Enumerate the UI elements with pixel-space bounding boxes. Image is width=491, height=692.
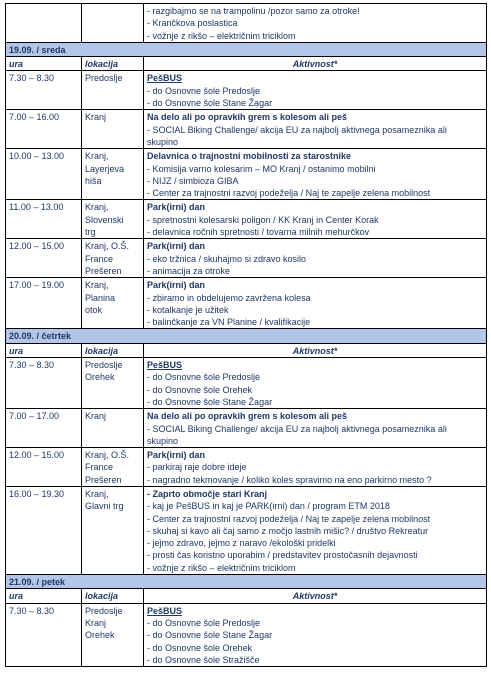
time-cell: 7.30 – 8.30 bbox=[6, 71, 82, 110]
activity-cell bbox=[144, 278, 487, 329]
day-label: 21.09. / petek bbox=[6, 575, 487, 589]
schedule-row bbox=[6, 71, 487, 110]
location-line: Predoslje bbox=[85, 360, 123, 371]
day-label: 20.09. / četrtek bbox=[6, 329, 487, 343]
activity-item: - Center za trajnostni razvoj podeželja / Naj te zapelje zelena mobilnost bbox=[147, 188, 431, 199]
activity-item: - do Osnovne šole Stane Žagar bbox=[147, 396, 273, 407]
activity-item: - delavnica ročnih spretnosti / tovarna milnih mehurčkov bbox=[147, 227, 370, 238]
column-header-location: lokacija bbox=[82, 589, 144, 603]
activity-title: Park(irni) dan bbox=[147, 202, 206, 213]
location-line: Kranj, O.Š. bbox=[85, 450, 130, 461]
activity-item: - vožnje z rikšo – električnim triciklom bbox=[147, 30, 296, 41]
location-line: Layerjeva bbox=[85, 163, 125, 174]
location-line: Orehek bbox=[85, 630, 115, 641]
activity-item: - prosti čas koristno uporabim / predstavitev prostočasnih dejavnosti bbox=[147, 550, 418, 561]
day-header-row bbox=[6, 42, 487, 56]
activity-item: - skuhaj si kavo ali čaj samo z močjo lastnih mišic? / društvo Rekreatur bbox=[147, 525, 429, 536]
column-header-location: lokacija bbox=[82, 343, 144, 357]
activity-item: - razgibajmo se na trampolinu /pozor samo za otroke! bbox=[147, 6, 360, 16]
activity-item: - Komisija varno kolesarim – MO Kranj / ostanimo mobilni bbox=[147, 163, 376, 174]
time-cell: 11.00 – 13.00 bbox=[6, 200, 82, 239]
activity-item: - do Osnovne šole Predoslje bbox=[147, 617, 261, 628]
location-line: Prešeren bbox=[85, 474, 122, 485]
schedule-row bbox=[6, 200, 487, 239]
activity-item: skupino bbox=[147, 136, 179, 147]
activity-title: Na delo ali po opravkih grem s kolesom ali peš bbox=[147, 112, 348, 123]
day-header-row bbox=[6, 329, 487, 343]
schedule-row bbox=[6, 239, 487, 278]
location-cell bbox=[82, 71, 144, 110]
activity-item: - do Osnovne šole Predoslje bbox=[147, 372, 261, 383]
activity-item: - nagradno tekmovanje / koliko koles spravimo na eno parkirno mesto ? bbox=[147, 474, 432, 485]
activity-cell bbox=[144, 603, 487, 666]
location-cell bbox=[82, 200, 144, 239]
activity-title: PešBUS bbox=[147, 360, 183, 371]
time-cell: 12.00 – 15.00 bbox=[6, 239, 82, 278]
activity-item: - do Osnovne šole Stražišče bbox=[147, 654, 260, 665]
time-cell: 7.30 – 8.30 bbox=[6, 603, 82, 666]
activity-cell bbox=[144, 358, 487, 409]
column-header-time: ura bbox=[6, 589, 82, 603]
column-header-activity: Aktivnost* bbox=[144, 343, 487, 357]
continuation-location-cell bbox=[82, 4, 144, 43]
column-header-time: ura bbox=[6, 57, 82, 71]
location-cell bbox=[82, 448, 144, 487]
activity-cell bbox=[144, 110, 487, 149]
activity-item: - do Osnovne šole Predoslje bbox=[147, 85, 261, 96]
location-cell bbox=[82, 110, 144, 149]
location-line: Orehek bbox=[85, 372, 115, 383]
activity-title: Park(irni) dan bbox=[147, 280, 206, 291]
schedule-row bbox=[6, 448, 487, 487]
location-line: Slovenski bbox=[85, 214, 124, 225]
activity-cell bbox=[144, 149, 487, 200]
schedule-row bbox=[6, 409, 487, 448]
schedule-row bbox=[6, 358, 487, 409]
activity-title: Delavnica o trajnostni mobilnosti za starostnike bbox=[147, 151, 352, 162]
day-header-row bbox=[6, 575, 487, 589]
activity-item: - spretnostni kolesarski poligon / KK Kranj in Center Korak bbox=[147, 214, 379, 225]
activity-item: - jejmo zdravo, jejmo z naravo /ekološki pridelki bbox=[147, 538, 336, 549]
location-line: France bbox=[85, 253, 114, 264]
schedule-row bbox=[6, 278, 487, 329]
activity-item: - do Osnovne šole Orehek bbox=[147, 642, 253, 653]
location-line: Planina bbox=[85, 292, 116, 303]
location-line: Kranj, O.Š. bbox=[85, 241, 130, 252]
activity-cell bbox=[144, 200, 487, 239]
column-header-row bbox=[6, 343, 487, 357]
location-line: Prešeren bbox=[85, 265, 122, 276]
activity-item: - zbiramo in obdelujemo zavržena kolesa bbox=[147, 292, 311, 303]
location-line: Predoslje bbox=[85, 605, 123, 616]
time-cell: 12.00 – 15.00 bbox=[6, 448, 82, 487]
activity-item: skupino bbox=[147, 435, 179, 446]
continuation-activity-cell bbox=[144, 4, 487, 43]
column-header-row bbox=[6, 589, 487, 603]
activity-title: Na delo ali po opravkih grem s kolesom ali peš bbox=[147, 411, 348, 422]
activity-title: Park(irni) dan bbox=[147, 450, 206, 461]
day-label: 19.09. / sreda bbox=[6, 42, 487, 56]
column-header-row bbox=[6, 57, 487, 71]
column-header-activity: Aktivnost* bbox=[144, 589, 487, 603]
continuation-time-cell bbox=[6, 4, 82, 43]
location-line: Kranj bbox=[85, 617, 107, 628]
location-line: Kranj bbox=[85, 411, 107, 422]
location-cell bbox=[82, 278, 144, 329]
location-cell bbox=[82, 603, 144, 666]
time-cell: 7.00 – 16.00 bbox=[6, 110, 82, 149]
activity-item: - SOCIAL Biking Challenge/ akcija EU za najbolj aktivnega posameznika ali bbox=[147, 423, 447, 434]
activity-title: PešBUS bbox=[147, 605, 183, 616]
activity-cell bbox=[144, 409, 487, 448]
location-cell bbox=[82, 358, 144, 409]
location-line: Kranj, bbox=[85, 151, 109, 162]
time-cell: 16.00 – 19.30 bbox=[6, 486, 82, 574]
location-cell bbox=[82, 409, 144, 448]
activity-item: - Krančkova poslastica bbox=[147, 18, 238, 29]
location-line: Kranj, bbox=[85, 488, 109, 499]
location-cell bbox=[82, 149, 144, 200]
activity-item: - vožnje z rikšo – električnim triciklom bbox=[147, 562, 296, 573]
schedule-row bbox=[6, 603, 487, 666]
activity-title: Park(irni) dan bbox=[147, 241, 206, 252]
location-line: France bbox=[85, 462, 114, 473]
activity-item: - kaj je PešBUS in kaj je PARK(irni) dan / program ETM 2018 bbox=[147, 501, 390, 512]
location-line: trg bbox=[85, 227, 96, 238]
activity-item: - do Osnovne šole Stane Žagar bbox=[147, 98, 273, 109]
activity-item: - balinčkanje za VN Planine / kvalifikacije bbox=[147, 317, 311, 328]
location-line: Predoslje bbox=[85, 73, 123, 84]
location-line: otok bbox=[85, 304, 103, 315]
activity-cell bbox=[144, 486, 487, 574]
time-cell: 7.00 – 17.00 bbox=[6, 409, 82, 448]
location-line: hiša bbox=[85, 175, 102, 186]
location-cell bbox=[82, 239, 144, 278]
location-line: Kranj, bbox=[85, 202, 109, 213]
activity-item: - do Osnovne šole Orehek bbox=[147, 384, 253, 395]
activity-item: - Center za trajnostni razvoj podeželja / Naj te zapelje zelena mobilnost bbox=[147, 513, 431, 524]
location-line: Glavni trg bbox=[85, 501, 124, 512]
activity-item: - kotalkanje je užitek bbox=[147, 304, 229, 315]
activity-cell bbox=[144, 239, 487, 278]
schedule-row bbox=[6, 110, 487, 149]
activity-title: PešBUS bbox=[147, 73, 183, 84]
activity-item: - NIJZ / simbioza GIBA bbox=[147, 175, 239, 186]
location-line: Kranj bbox=[85, 112, 107, 123]
location-cell bbox=[82, 486, 144, 574]
activity-item: - SOCIAL Biking Challenge/ akcija EU za najbolj aktivnega posameznika ali bbox=[147, 124, 447, 135]
time-cell: 10.00 – 13.00 bbox=[6, 149, 82, 200]
schedule-row bbox=[6, 149, 487, 200]
location-line: Kranj, bbox=[85, 280, 109, 291]
schedule-row bbox=[6, 486, 487, 574]
activity-title: - Zaprto območje stari Kranj bbox=[147, 488, 268, 499]
column-header-time: ura bbox=[6, 343, 82, 357]
time-cell: 17.00 – 19.00 bbox=[6, 278, 82, 329]
activity-cell bbox=[144, 71, 487, 110]
activity-item: - do Osnovne šole Stane Žagar bbox=[147, 630, 273, 641]
activity-cell bbox=[144, 448, 487, 487]
schedule-table bbox=[5, 3, 487, 667]
column-header-location: lokacija bbox=[82, 57, 144, 71]
column-header-activity: Aktivnost* bbox=[144, 57, 487, 71]
continuation-row bbox=[6, 4, 487, 43]
activity-item: - eko tržnica / skuhajmo si zdravo kosilo bbox=[147, 253, 307, 264]
time-cell: 7.30 – 8.30 bbox=[6, 358, 82, 409]
activity-item: - parkiraj raje dobre ideje bbox=[147, 462, 247, 473]
activity-item: - animacija za otroke bbox=[147, 265, 231, 276]
